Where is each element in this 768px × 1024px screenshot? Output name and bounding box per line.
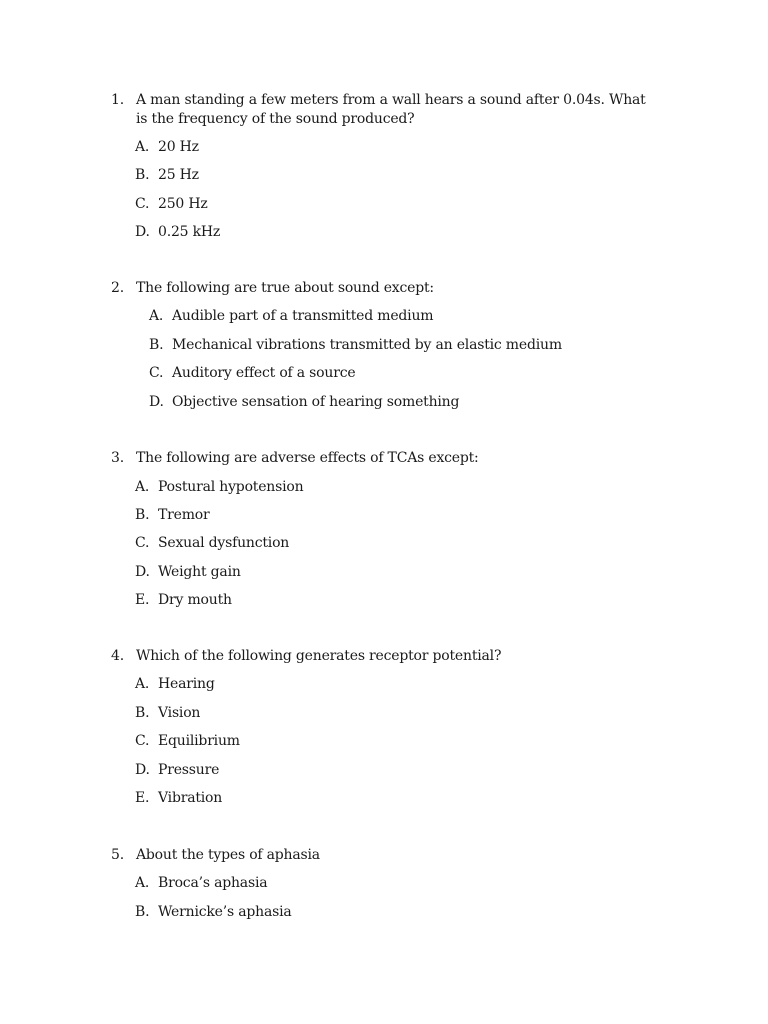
option-letter: A. (149, 308, 164, 324)
option-letter: D. (135, 564, 150, 580)
option-text: 25 Hz (158, 167, 199, 183)
option-letter: D. (149, 394, 164, 410)
question-number: 3. (111, 450, 124, 466)
option-text: Dry mouth (158, 592, 232, 608)
option-text: Sexual dysfunction (158, 535, 290, 551)
option-text: Hearing (158, 676, 215, 692)
question-text: The following are adverse effects of TCAs except: (136, 450, 479, 466)
option-letter: A. (135, 139, 150, 155)
option-text: Tremor (158, 507, 210, 523)
option-text: 20 Hz (158, 139, 199, 155)
option-text: Vision (158, 705, 201, 721)
option-text: 250 Hz (158, 196, 208, 212)
option-letter: C. (135, 196, 150, 212)
option-text: Auditory effect of a source (172, 365, 356, 381)
option-letter: C. (149, 365, 164, 381)
option-text: Equilibrium (158, 733, 240, 749)
option-letter: E. (135, 592, 150, 608)
question-text: About the types of aphasia (136, 847, 320, 863)
option-text: Weight gain (158, 564, 241, 580)
option-letter: D. (135, 762, 150, 778)
option-letter: B. (135, 167, 150, 183)
option-text: Vibration (158, 790, 223, 806)
option-letter: A. (135, 875, 150, 891)
option-letter: C. (135, 535, 150, 551)
question-number: 5. (111, 847, 124, 863)
question-number: 4. (111, 648, 124, 664)
option-letter: C. (135, 733, 150, 749)
option-text: Audible part of a transmitted medium (172, 308, 434, 324)
question-text: Which of the following generates receptor potential? (136, 648, 502, 664)
option-letter: B. (149, 337, 164, 353)
option-text: Mechanical vibrations transmitted by an elastic medium (172, 337, 562, 353)
question-text: The following are true about sound except: (136, 280, 434, 296)
option-text: Postural hypotension (158, 479, 304, 495)
question-number: 2. (111, 280, 124, 296)
option-letter: D. (135, 224, 150, 240)
option-text: Broca’s aphasia (158, 875, 268, 891)
option-text: Wernicke’s aphasia (158, 904, 292, 920)
question-text: A man standing a few meters from a wall hears a sound after 0.04s. What is the frequency of the sound produced? (136, 92, 646, 127)
option-letter: E. (135, 790, 150, 806)
option-letter: B. (135, 507, 150, 523)
option-text: Pressure (158, 762, 220, 778)
option-letter: A. (135, 479, 150, 495)
option-letter: B. (135, 904, 150, 920)
option-text: 0.25 kHz (158, 224, 221, 240)
option-text: Objective sensation of hearing something (172, 394, 460, 410)
question-number: 1. (111, 92, 124, 108)
option-letter: A. (135, 676, 150, 692)
option-letter: B. (135, 705, 150, 721)
